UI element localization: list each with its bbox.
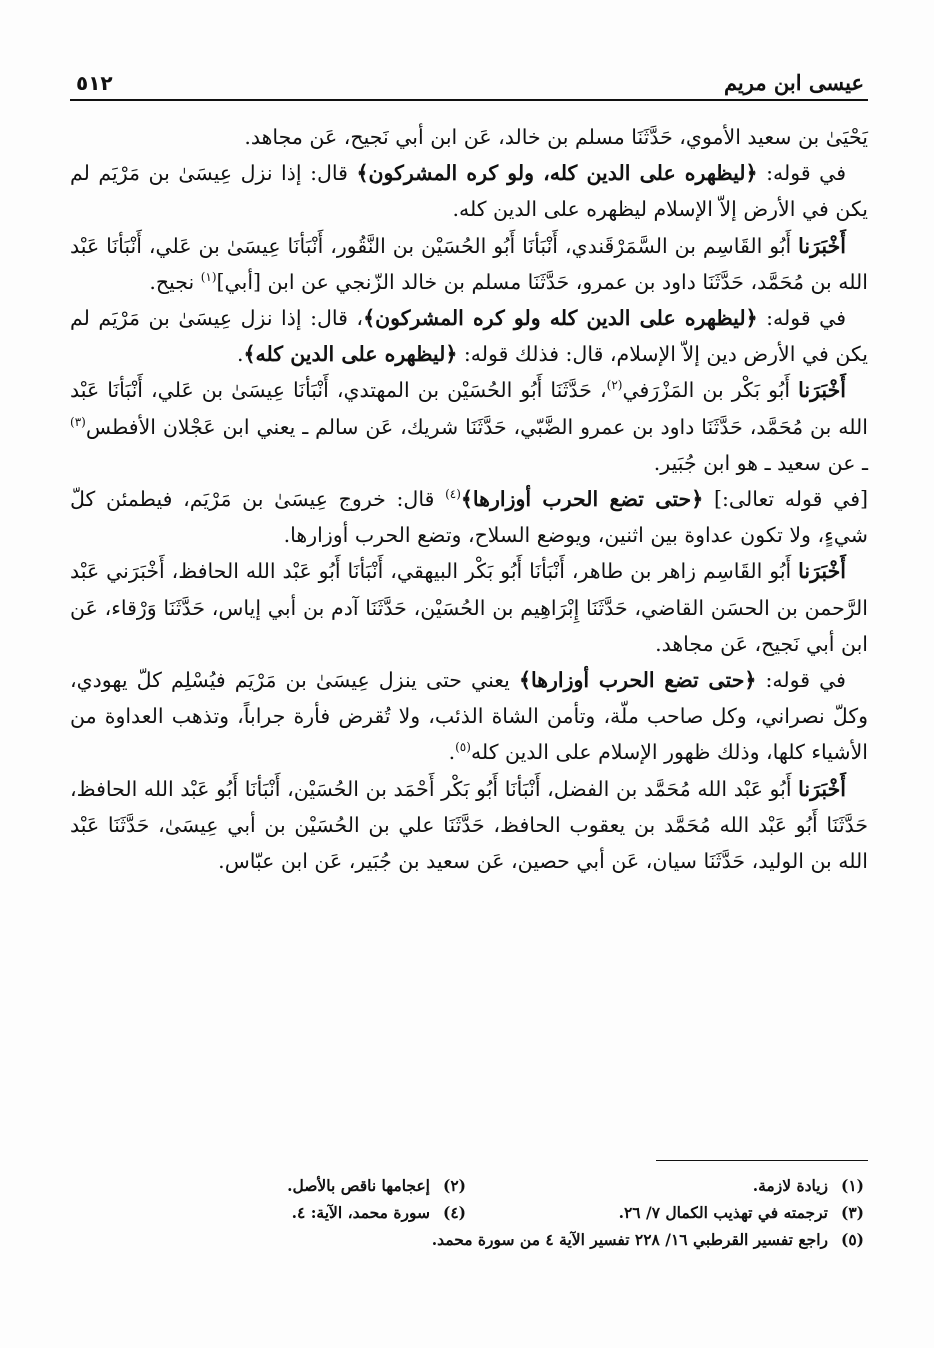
footnote-marker: (٣) — [70, 414, 86, 429]
bold-phrase: ﴿ليظهره على الدين كله ولو كره المشركون﴾ — [363, 306, 758, 331]
text-run: . — [448, 740, 456, 765]
footnote-4 — [68, 1199, 466, 1226]
footnote-text: ترجمته في تهذيب الكمال ٧/ ٢٦. — [618, 1203, 828, 1222]
text-run: [في قوله تعالى:] — [703, 487, 868, 512]
text-run: في قوله: — [756, 668, 846, 693]
bold-phrase: أَخْبَرَنا — [798, 378, 846, 403]
paragraph — [70, 481, 868, 553]
paragraph — [70, 771, 868, 880]
footnote-number: (١) — [840, 1176, 864, 1195]
footnote-row — [68, 1199, 864, 1226]
footnote-divider — [656, 1160, 868, 1161]
footnote-row — [68, 1226, 864, 1253]
bold-phrase: ﴿ليظهره على الدين كله﴾ — [243, 342, 458, 367]
paragraph — [70, 155, 868, 227]
paragraph — [70, 553, 868, 662]
footnote-text: راجع تفسير القرطبي ١٦/ ٢٢٨ تفسير الآية ٤ من سورة محمد. — [431, 1230, 828, 1249]
footnote-marker: (١) — [200, 269, 217, 284]
footnote-3 — [466, 1199, 864, 1226]
footnote-text: سورة محمد، الآية: ٤. — [291, 1203, 430, 1222]
text-run: نجيح. — [149, 269, 201, 294]
text-run: في قوله: — [757, 161, 847, 186]
footnote-row — [68, 1172, 864, 1199]
text-run: أَبُو عَبْد الله مُحَمَّد بن الفضل، أَنْبَأنَا أَبُو بَكْر أَحْمَد بن الحُسَيْن، أَنْبَأنَا أَبُو عَبْد الله الحافظ، حَدَّثَنَا أَبُو عَبْد الله مُحَمَّد بن يعقوب الحافظ، حَدَّثَنَا علي بن الحُسَيْن بن أبي عِيسَىٰ، حَدَّثَنَا عَبْد الله بن الوليد، حَدَّثَنَا سيان، عَن أبي حصين، عَن سعيد بن جُبَير، عَن ابن عبّاس. — [70, 776, 868, 874]
text-run: ـ عن سعيد ـ هو ابن جُبَير. — [653, 450, 868, 475]
footnote-text: زيادة لازمة. — [752, 1176, 828, 1195]
text-run: أَبُو القَاسِم بن السَّمَرْقَندي، أَنْبَأنَا أَبُو الحُسَيْن بن النَّقُور، أَنْبَأنَا عِيسَىٰ بن عَلي، أَنْبَأنَا عَبْد الله بن مُحَمَّد، حَدَّثَنَا داود بن عمرو، حَدَّثَنَا مسلم بن خالد الزّنجي عن ابن [أبي] — [70, 233, 868, 294]
bold-phrase: ﴿حتى تضع الحرب أوزارها﴾ — [518, 668, 757, 693]
text-run: أَبُو القَاسِم زاهر بن طاهر، أَنْبَأنَا أَبُو بَكْر البيهقي، أَنْبَأنَا أَبُو عَبْد الله الحافظ، أَخْبَرَني عَبْد الرَّحمن بن الحسَن القاضي، حَدَّثَنَا إِبْرَاهِيم بن الحُسَيْن، حَدَّثَنَا آدم بن أبي إياس، حَدَّثَنَا وَرْقاء، عَن ابن أبي نَجيح، عَن مجاهد. — [70, 559, 868, 656]
paragraph — [70, 300, 868, 372]
paragraph — [70, 372, 868, 481]
footnote-marker: (٤) — [445, 487, 461, 502]
footnote-marker: (٢) — [606, 378, 623, 393]
bold-phrase: ﴿ليظهره على الدين كله، ولو كره المشركون﴾ — [356, 161, 758, 186]
footnote-marker: (٥) — [455, 740, 471, 755]
running-header — [70, 70, 868, 101]
footnote-number: (٤) — [442, 1203, 466, 1222]
footnote-text: إعجامها ناقص بالأصل. — [287, 1176, 430, 1195]
text-run: . — [236, 342, 244, 367]
text-run: يَحْيَىٰ بن سعيد الأموي، حَدَّثَنَا مسلم بن خالد، عَن ابن أبي نَجيح، عَن مجاهد. — [244, 125, 868, 149]
bold-phrase: أَخْبَرَنا — [798, 776, 846, 801]
footnote-number: (٢) — [442, 1176, 466, 1195]
bold-phrase: أَخْبَرَنا — [798, 233, 846, 258]
footnote-number: (٥) — [840, 1230, 864, 1249]
text-run: يعني حتى ينزل عِيسَىٰ بن مَرْيَم فيُسْلِم كلّ يهودي، وكلّ نصراني، وكل صاحب ملّة، وتأمن الشاة الذئب، ولا تُقرض فأرة جراباً، وتذهب العداوة من الأشياء كلها، وذلك ظهور الإسلام على الدين كله — [70, 668, 868, 765]
text-run: في قوله: — [757, 306, 847, 331]
bold-phrase: ﴿حتى تضع الحرب أوزارها﴾ — [460, 487, 704, 512]
footnote-number: (٣) — [840, 1203, 864, 1222]
main-text — [70, 119, 868, 879]
paragraph — [70, 662, 868, 771]
text-run: ، حَدَّثَنَا أَبُو الحُسَيْن بن المهتدي، أَنْبَأنَا عِيسَىٰ بن عَلي، أَنْبَأنَا عَبْد الله بن مُحَمَّد، حَدَّثَنَا داود بن عمرو الضَّبّي، حَدَّثَنَا شريك، عَن سالم ـ يعني ابن عَجْلان الأفطس — [70, 378, 868, 439]
text-run: أَبُو بَكْر بن المَزْرَفي — [622, 378, 799, 403]
footnote-1 — [466, 1172, 864, 1199]
text-run: ، قال: إذا نزل عِيسَىٰ بن مَرْيَم لم يكن في الأرض دين إلاّ الإسلام، قال: فذلك قوله: — [70, 306, 868, 367]
footnote-2 — [68, 1172, 466, 1199]
running-title: عيسى ابن مريم — [723, 70, 864, 95]
text-run: قال: إذا نزل عِيسَىٰ بن مَرْيَم لم يكن في الأرض إلاّ الإسلام ليظهره على الدين كله. — [70, 161, 868, 222]
bold-phrase: أَخْبَرَنا — [798, 559, 846, 584]
footnotes — [68, 1172, 864, 1253]
paragraph — [70, 119, 868, 155]
paragraph — [70, 228, 868, 300]
text-run: قال: خروج عِيسَىٰ بن مَرْيَم، فيطمئن كلّ شيءٍ، ولا تكون عداوة بين اثنين، ويوضع السلاح، وتضع الحرب أوزارها. — [70, 487, 868, 548]
page-number: ٥١٢ — [76, 71, 113, 95]
footnote-5 — [432, 1226, 864, 1253]
